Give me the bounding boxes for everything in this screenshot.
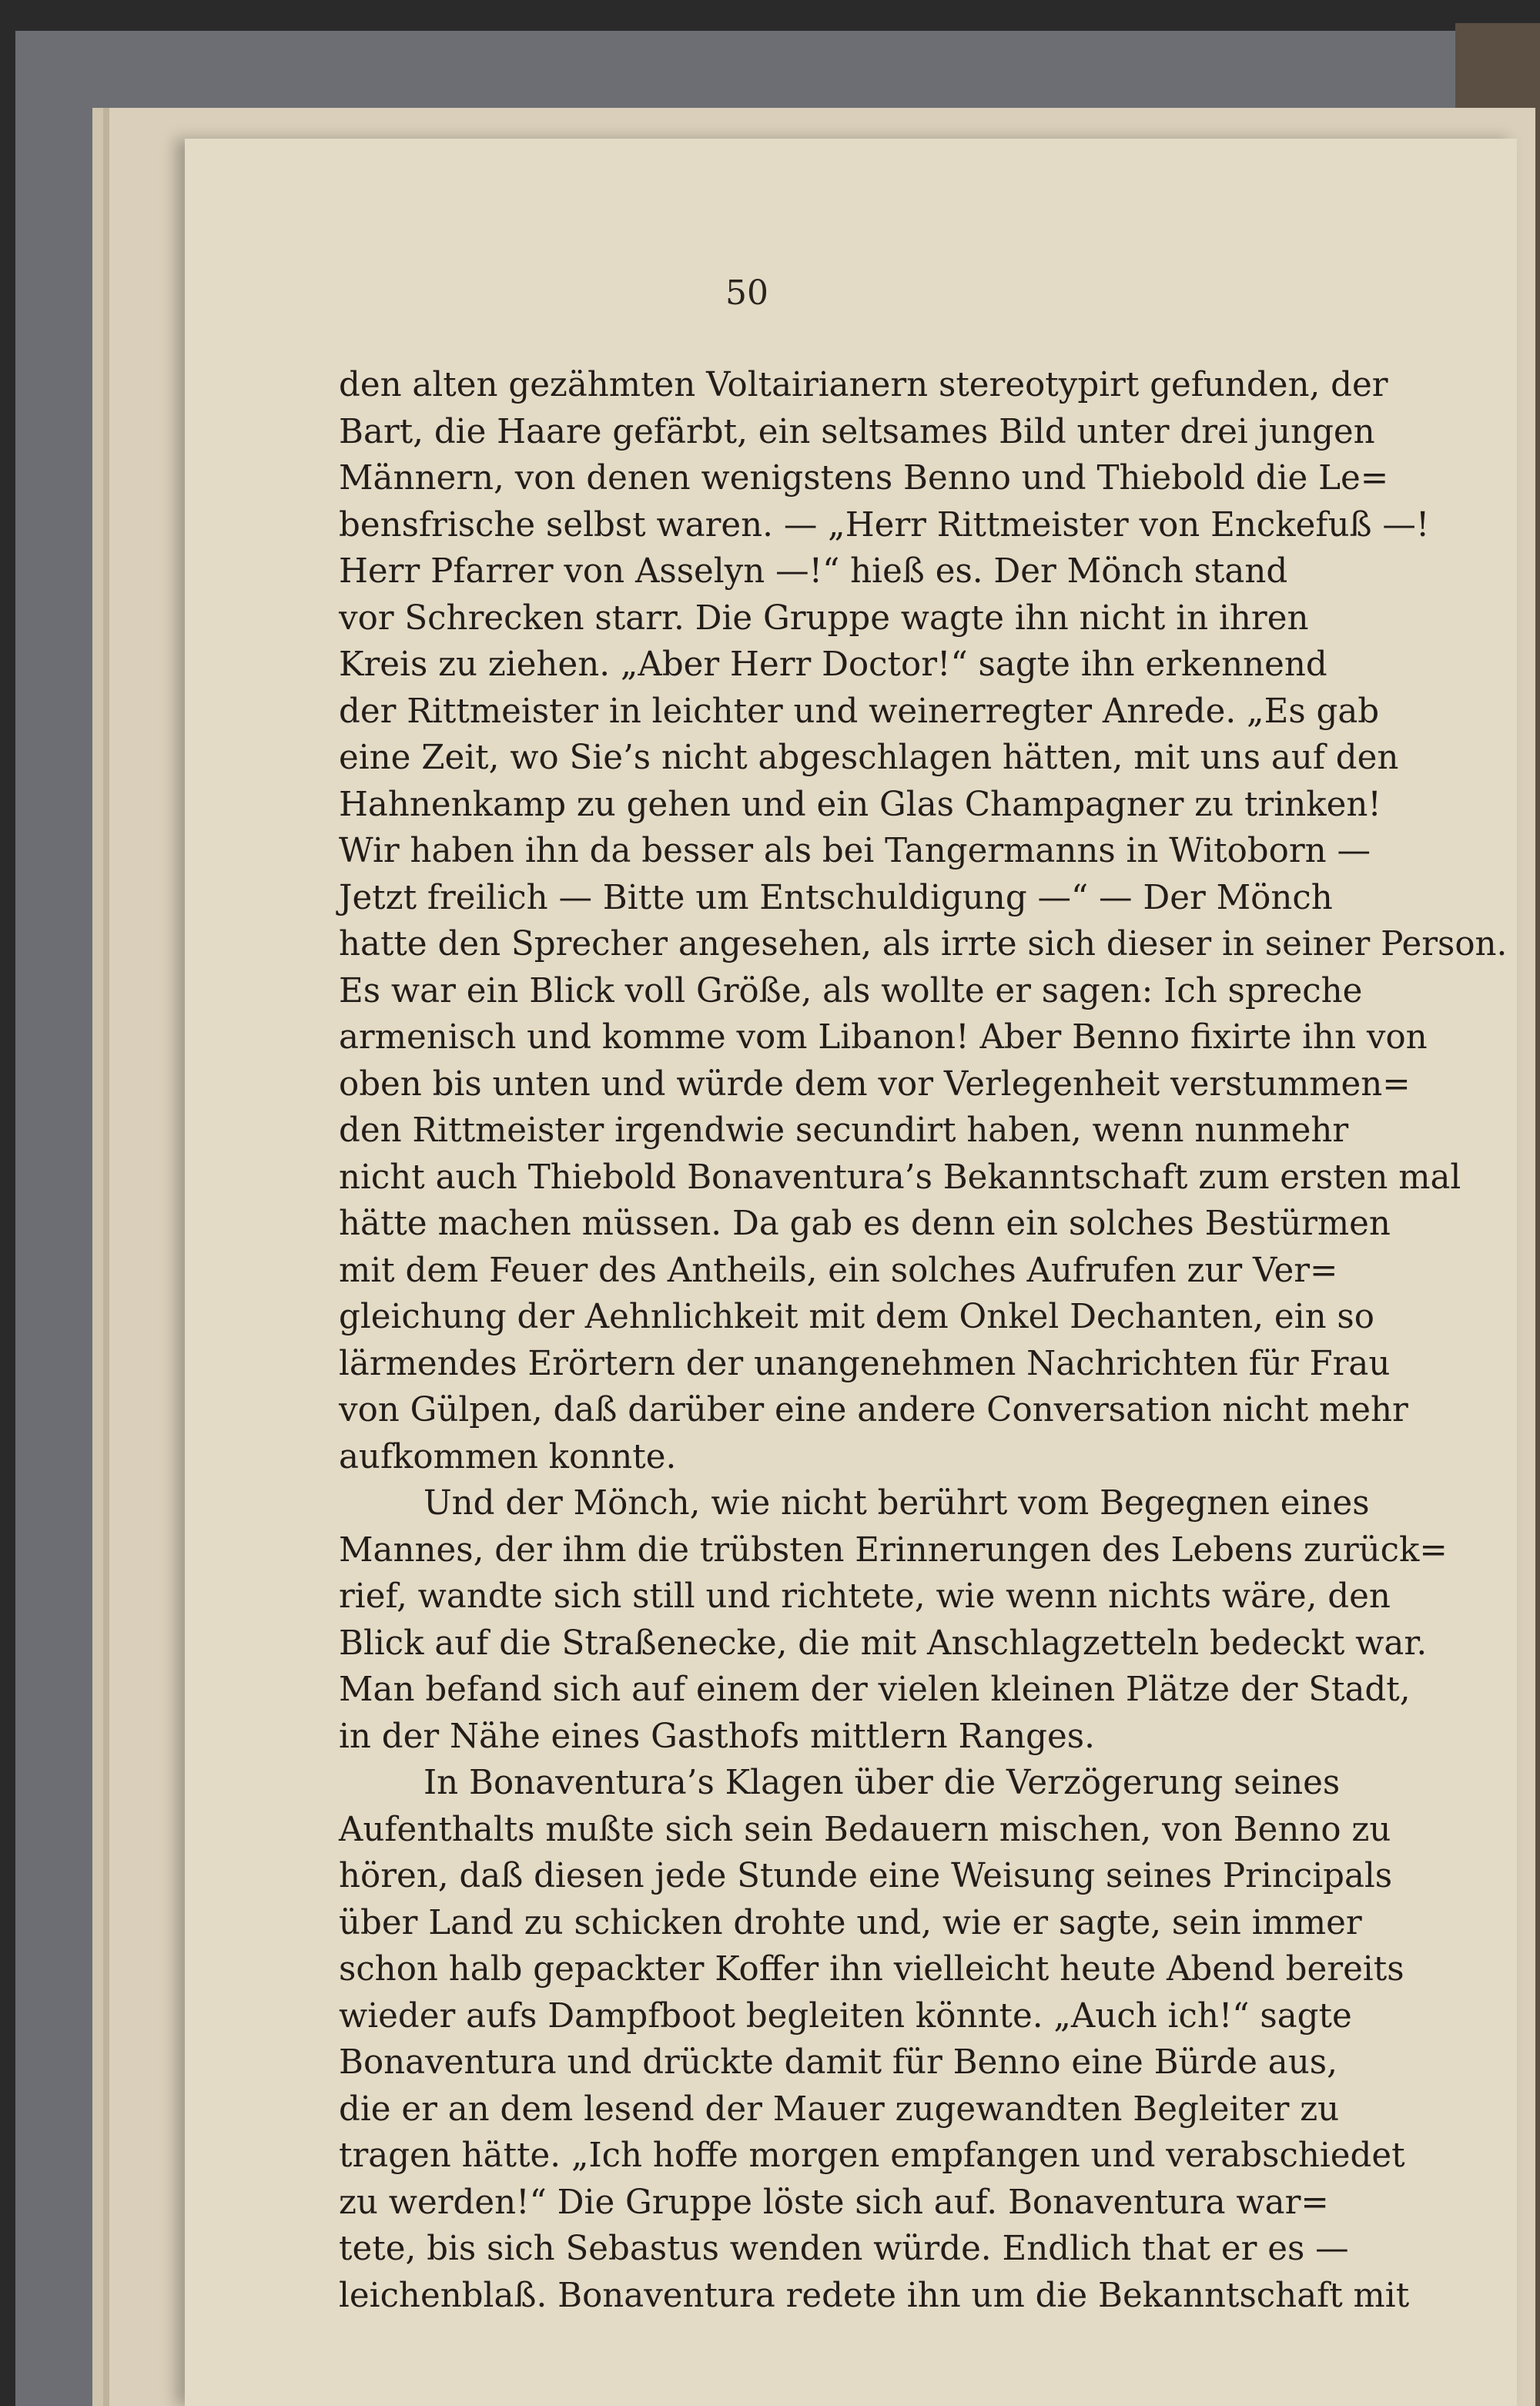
text-line: den Rittmeister irgendwie secundirt haben, wenn nunmehr: [339, 1111, 1349, 1150]
text-line: Aufenthalts mußte sich sein Bedauern mischen, von Benno zu: [339, 1810, 1391, 1849]
text-line: Herr Pfarrer von Asselyn —!“ hieß es. Der Mönch stand: [339, 552, 1288, 591]
book-page: [185, 139, 1517, 2406]
text-line: oben bis unten und würde dem vor Verlegenheit verstummen=: [339, 1064, 1411, 1104]
text-line: von Gülpen, daß darüber eine andere Conversation nicht mehr: [339, 1391, 1408, 1429]
text-line: nicht auch Thiebold Bonaventura’s Bekanntschaft zum ersten mal: [339, 1158, 1461, 1197]
text-line: lärmendes Erörtern der unangenehmen Nachrichten für Frau: [339, 1344, 1391, 1383]
text-line: tragen hätte. „Ich hoffe morgen empfangen und verabschiedet: [339, 2136, 1405, 2175]
text-line: Man befand sich auf einem der vielen kleinen Plätze der Stadt,: [339, 1670, 1411, 1709]
text-line: Bart, die Haare gefärbt, ein seltsames Bild unter drei jungen: [339, 412, 1375, 451]
text-line: Blick auf die Straßenecke, die mit Anschlagzetteln bedeckt war.: [339, 1624, 1428, 1663]
text-line: vor Schrecken starr. Die Gruppe wagte ihn nicht in ihren: [339, 598, 1309, 638]
text-line: der Rittmeister in leichter und weinerregter Anrede. „Es gab: [339, 692, 1380, 731]
text-line: in der Nähe eines Gasthofs mittlern Ranges.: [339, 1717, 1095, 1756]
text-line: armenisch und komme vom Libanon! Aber Benno fixirte ihn von: [339, 1018, 1428, 1057]
text-line: tete, bis sich Sebastus wenden würde. Endlich that er es —: [339, 2230, 1349, 2268]
text-line: hatte den Sprecher angesehen, als irrte sich dieser in seiner Person.: [339, 925, 1508, 963]
text-line: zu werden!“ Die Gruppe löste sich auf. Bonaventura war=: [339, 2183, 1329, 2222]
text-line: Es war ein Blick voll Größe, als wollte er sagen: Ich spreche: [339, 971, 1363, 1010]
text-line: Kreis zu ziehen. „Aber Herr Doctor!“ sagte ihn erkennend: [339, 645, 1327, 684]
text-line: die er an dem lesend der Mauer zugewandten Begleiter zu: [339, 2089, 1340, 2129]
text-line: bensfrische selbst waren. — „Herr Rittmeister von Enckefuß —!: [339, 505, 1430, 545]
text-line: Hahnenkamp zu gehen und ein Glas Champagner zu trinken!: [339, 785, 1381, 824]
text-line: Mannes, der ihm die trübsten Erinnerungen des Lebens zurück=: [339, 1530, 1448, 1570]
text-line: Männern, von denen wenigstens Benno und Thiebold die Le=: [339, 459, 1389, 498]
text-line: gleichung der Aehnlichkeit mit dem Onkel Dechanten, ein so: [339, 1298, 1374, 1336]
text-line: mit dem Feuer des Antheils, ein solches Aufrufen zur Ver=: [339, 1251, 1338, 1290]
text-line: hören, daß diesen jede Stunde eine Weisung seines Principals: [339, 1857, 1393, 1895]
text-line: schon halb gepackter Koffer ihn vielleicht heute Abend bereits: [339, 1950, 1404, 1989]
paragraph-start-line: In Bonaventura’s Klagen über die Verzögerung seines: [424, 1764, 1341, 1802]
paragraph-start-line: Und der Mönch, wie nicht berührt vom Begegnen eines: [424, 1484, 1370, 1523]
text-line: aufkommen konnte.: [339, 1437, 677, 1476]
text-line: hätte machen müssen. Da gab es denn ein solches Bestürmen: [339, 1205, 1391, 1243]
text-line: Jetzt freilich — Bitte um Entschuldigung —“ — Der Mönch: [339, 878, 1333, 917]
text-line: eine Zeit, wo Sie’s nicht abgeschlagen hätten, mit uns auf den: [339, 739, 1399, 777]
text-line: wieder aufs Dampfboot begleiten könnte. „Auch ich!“ sagte: [339, 1996, 1352, 2036]
page-number: 50: [725, 273, 768, 313]
text-line: Bonaventura und drückte damit für Benno eine Bürde aus,: [339, 2043, 1337, 2082]
text-line: den alten gezähmten Voltairianern stereotypirt gefunden, der: [339, 366, 1388, 404]
text-line: leichenblaß. Bonaventura redete ihn um die Bekanntschaft mit: [339, 2276, 1410, 2315]
text-line: rief, wandte sich still und richtete, wie wenn nichts wäre, den: [339, 1577, 1391, 1616]
text-line: über Land zu schicken drohte und, wie er sagte, sein immer: [339, 1903, 1362, 1942]
text-line: Wir haben ihn da besser als bei Tangermanns in Witoborn —: [339, 832, 1371, 870]
page-text: [339, 362, 1517, 2319]
